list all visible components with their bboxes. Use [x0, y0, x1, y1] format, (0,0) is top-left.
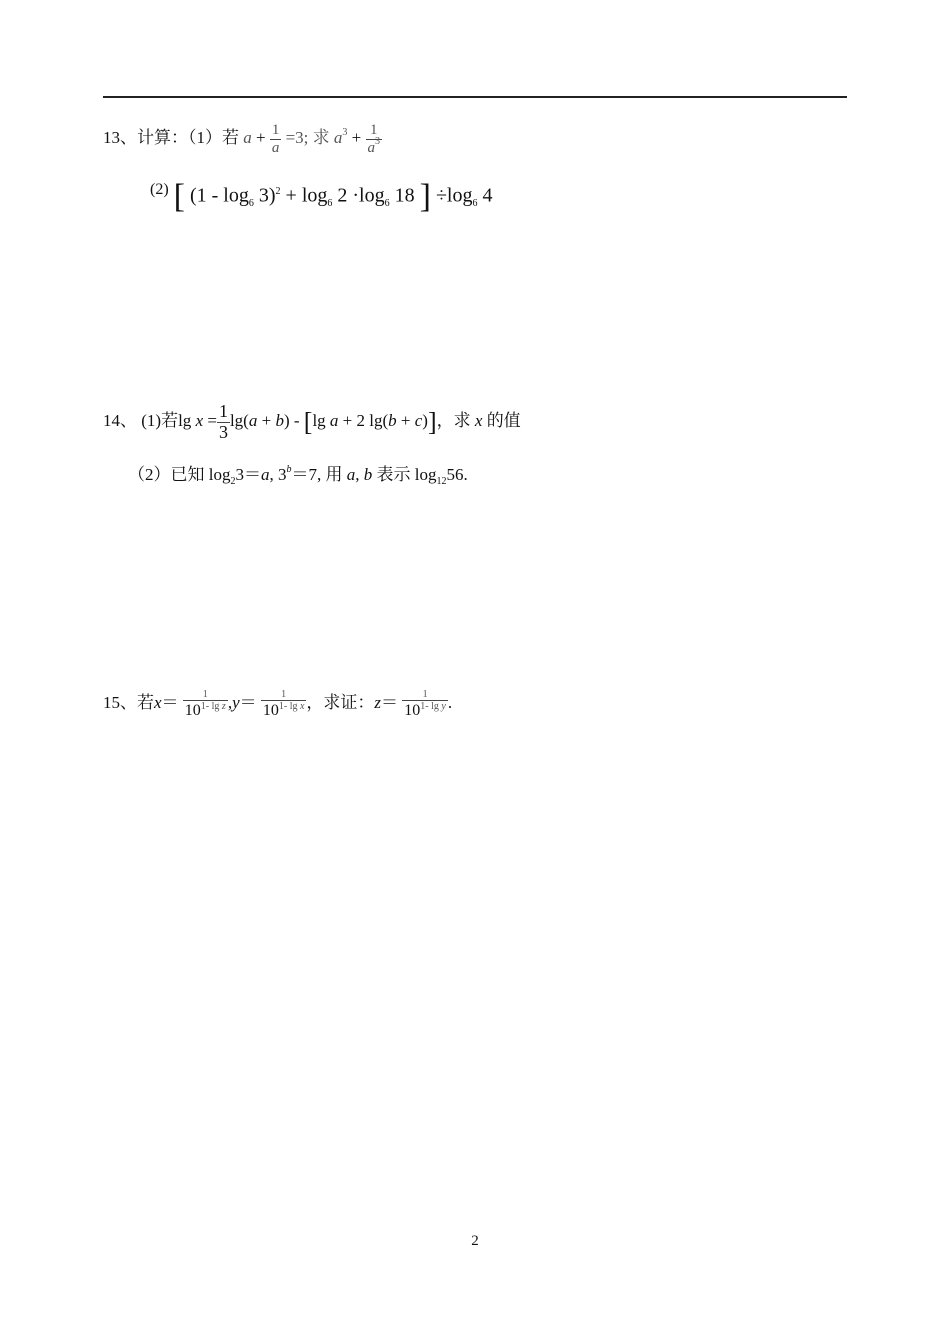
fraction-x-value: $\frac{1}{10^{1- lg z}}$ — [184, 688, 226, 719]
fraction-z-value: $\frac{1}{10^{1- lg y}}$ — [404, 688, 446, 719]
question-13-part2: $^{(2)}$ [ $(1 - \log_6 3)^2 + \log_6 2 \cdot\log_6$ 18 ] $\div\log_6$ 4 — [150, 178, 493, 215]
question-15: 15、若x＝ $\frac{1}{10^{1- lg z}}$ ,y＝ $\frac{1}{10^{1- lg x}}$ ，求证：z＝ $\frac{1}{10^{1- lg y}}$ . — [103, 688, 453, 719]
question-13-part1: 13、计算：（1）若 a + $\frac{1}{a}$ =3; 求 $a^3$ + $\frac{1}{a^3}$ — [103, 122, 380, 156]
fraction-1-over-a: $\frac{1}{a}$ — [271, 122, 280, 156]
question-14-part2: （2）已知 $\log_23=a$, $3^b=7$, 用 a, b 表示 $\log_{12}56$. — [128, 464, 468, 487]
fraction-y-value: $\frac{1}{10^{1- lg x}}$ — [262, 688, 305, 719]
question-14-part1: 14、 (1)若lg x = $\frac{1}{3}$ lg(a + b) - [lg a + 2 lg(b + c)]，求 x 的值 — [103, 401, 521, 442]
header-rule — [103, 96, 847, 98]
fraction-1-over-a-cubed: $\frac{1}{a^3}$ — [367, 122, 380, 156]
fraction-1-over-3: $\frac{1}{3}$ — [218, 401, 228, 442]
page-number: 2 — [471, 1233, 479, 1249]
